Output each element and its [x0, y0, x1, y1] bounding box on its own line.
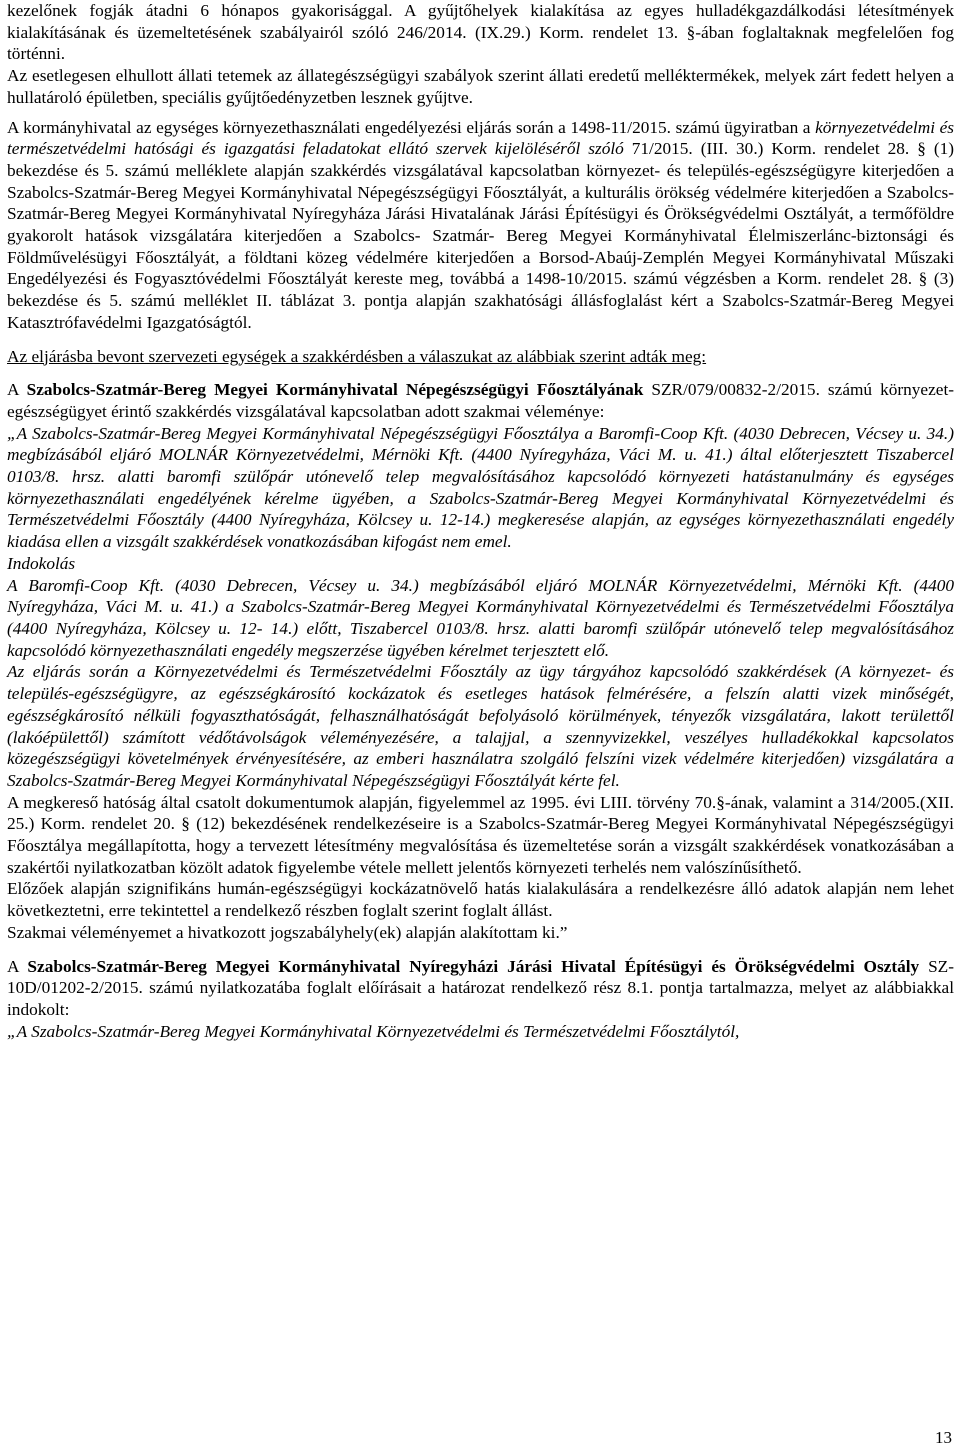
- text-segment: A kormányhivatal az egységes környezethasználati engedélyezési eljárás során a 1498-11/2015. számú ügyiratban a: [7, 117, 816, 137]
- paragraph-megkereso-hatosag: A megkereső hatóság által csatolt dokumentumok alapján, figyelemmel az 1995. évi LIII. törvény 70.§-ának, valamint a 314/2005.(XII. 25.) Korm. rendelet 20. § (12) bekezdésének rendelkezéseire is a Szabolcs-Szatmár-Bereg Megyei Kormányhivatal Népegészségügyi Főosztálya megállapította, hogy a tervezett létesítmény megvalósítása és üzemeltetése során a vizsgált szakkérdések vonatkozásában a szakértői nyilatkozatban közölt adatok figyelembe vétele mellett jelentős környezeti terhelés nem valószínűsíthető.: [7, 792, 954, 877]
- text-segment: 71/2015. (III. 30.) Korm. rendelet 28. § (1) bekezdése és 5. számú melléklete alapján szakkérdés vizsgálatával kapcsolatban környezet- és település-egészségügyre kiterjedően a Szabolcs-Szatmár-Bereg Megyei Kormányhivatal Népegészségügyi Főosztályát, a kulturális örökség védelmére kiterjedően a Szabolcs-Szatmár-Bereg Megyei Kormányhivatal Nyíregyháza Járási Hivatalának Járási Építésügyi és Örökségvédelmi Osztályát, a termőföldre gyakorolt hatások vizsgálatára kiterjedően a Szabolcs- Szatmár- Bereg Megyei Kormányhivatal Élelmiszerlánc-biztonsági és Földművelésügyi Főosztályát, a földtani közeg védelmére kiterjedően a Borsod-Abaúj-Zemplén Megyei Kormányhivatal Műszaki Engedélyezési és Fogyasztóvédelmi Főosztályát kereste meg, továbbá a 1498-10/2015. számú végzésben a Korm. rendelet 28. § (3) bekezdése és 5. számú melléklet II. táblázat 3. pontja alapján szakhatósági állásfoglalást kért a Szabolcs-Szatmár-Bereg Megyei Katasztrófavédelmi Igazgatóságtól.: [7, 139, 954, 332]
- bold-segment: Szabolcs-Szatmár-Bereg Megyei Kormányhivatal Népegészségügyi Főosztályának: [26, 380, 644, 400]
- italic-segment: környezetvédelmi és természetvédelmi hatósági és igazgatási feladatokat ellátó szervek kijelöléséről szóló: [7, 117, 954, 159]
- text-segment: A: [7, 956, 28, 976]
- paragraph-allati-tetemek: Az esetlegesen elhullott állati tetemek az állategészségügyi szabályok szerint állati eredetű melléktermékek, melyek zárt fedett helyen a hullatároló épületben, speciális gyűjtőedényzetben lesznek gyűjtve.: [7, 66, 954, 107]
- paragraph-indokolas: Indokolás: [7, 553, 76, 573]
- paragraph-szakmai-velemeny: Szakmai véleményemet a hivatkozott jogszabályhely(ek) alapján alakítottam ki.”: [7, 922, 568, 942]
- document-body: [7, 0, 954, 1042]
- section-heading: Az eljárásba bevont szervezeti egységek a szakkérdésben a válaszukat az alábbiak szerint adták meg:: [7, 346, 707, 366]
- text-segment: A: [7, 380, 27, 400]
- paragraph-quote-start: „A Szabolcs-Szatmár-Bereg Megyei Kormányhivatal Környezetvédelmi és Természetvédelmi Főosztálytól,: [7, 1021, 740, 1041]
- paragraph-nepegeszsegugyi: [7, 379, 954, 422]
- paragraph-gyujtohelyek: kezelőnek fogják átadni 6 hónapos gyakorisággal. A gyűjtőhelyek kialakítása az egyes hulladékgazdálkodási létesítmények kialakításának és üzemeltetésének szabályairól szóló 246/2014. (IX.29.) Korm. rendelet 13. §-ában foglaltaknak megfelelően fog történni.: [7, 1, 954, 64]
- text-segment: SZR/079/00832-2/2015. számú környezet-egészségügyet érintő szakkérdés vizsgálatával kapcsolatban adott szakmai véleménye:: [7, 380, 954, 421]
- paragraph-quote-opinion: „A Szabolcs-Szatmár-Bereg Megyei Kormányhivatal Népegészségügyi Főosztálya a Baromfi-Coop Kft. (4030 Debrecen, Vécsey u. 34.) megbízásából eljáró MOLNÁR Környezetvédelmi, Mérnöki Kft. (4400 Nyíregyháza, Váci M. u. 41.) által előterjesztett Tiszabercel 0103/8. hrsz. alatti baromfi szülőpár utónevelő telep megvalósításához kapcsolódó környezeti hatástanulmány és egységes környezethasználati engedélyének kérelme ügyében, a Szabolcs-Szatmár-Bereg Megyei Kormányhivatal Környezetvédelmi és Természetvédelmi Főosztály (4400 Nyíregyháza, Kölcsey u. 12-14.) megkeresése alapján, az egységes környezethasználati engedély kiadása ellen a vizsgált szakkérdések vonatkozásában kifogást nem emel.: [7, 423, 954, 552]
- paragraph-kormanyhivatal: [7, 117, 954, 334]
- page-number: 13: [935, 1428, 952, 1447]
- bold-segment: Szabolcs-Szatmár-Bereg Megyei Kormányhivatal Nyíregyházi Járási Hivatal Építésügyi és Örökségvédelmi Osztály: [27, 956, 920, 976]
- paragraph-eljaras-soran: Az eljárás során a Környezetvédelmi és Természetvédelmi Főosztály az ügy tárgyához kapcsolódó szakkérdések (A környezet- és település-egészségügyre, az egészségkárosító kockázatok és esetleges hatások felmérésére, a felszín alatti vizek minőségét, egészségkárosító nélküli fogyaszthatóságát, felhasználhatóságát befolyásoló körülmények, tényezők vizsgálatára, lakott területtől (lakóépülettől) számított védőtávolságok véleményezésére, a talajjal, a szennyvizekkel, veszélyes hulladékokkal kapcsolatos közegészségügyi követelmények érvényesítésére, az emberi használatra szolgáló felszíni vizek védelmére kiterjedően) vizsgálatára a Szabolcs-Szatmár-Bereg Megyei Kormányhivatal Népegészségügyi Főosztályát kérte fel.: [7, 662, 954, 790]
- paragraph-elozoek-alapjan: Előzőek alapján szignifikáns humán-egészségügyi kockázatnövelő hatás kialakulására a rendelkezésre álló adatok alapján nem lehet következtetni, erre tekintettel a rendelkező részben foglalt szerint foglalt állást.: [7, 879, 954, 921]
- text-segment: SZ-10D/01202-2/2015. számú nyilatkozatába foglalt előírásait a határozat rendelkező rész 8.1. pontja tartalmazza, melyet az alábbiakkal indokolt:: [7, 956, 954, 1019]
- paragraph-baromfi-coop: A Baromfi-Coop Kft. (4030 Debrecen, Vécsey u. 34.) megbízásából eljáró MOLNÁR Környezetvédelmi, Mérnöki Kft. (4400 Nyíregyháza, Váci M. u. 41.) a Szabolcs-Szatmár-Bereg Megyei Kormányhivatal Környezetvédelmi és Természetvédelmi Főosztálya (4400 Nyíregyháza, Kölcsey u. 12- 14.) előtt, Tiszabercel 0103/8. hrsz. alatti baromfi szülőpár utónevelő telep megvalósításához kapcsolódó környezethasználati engedély megszerzése ügyében kérelmet terjesztett elő.: [7, 575, 954, 660]
- paragraph-epitesugyi-osztaly: [7, 956, 954, 1021]
